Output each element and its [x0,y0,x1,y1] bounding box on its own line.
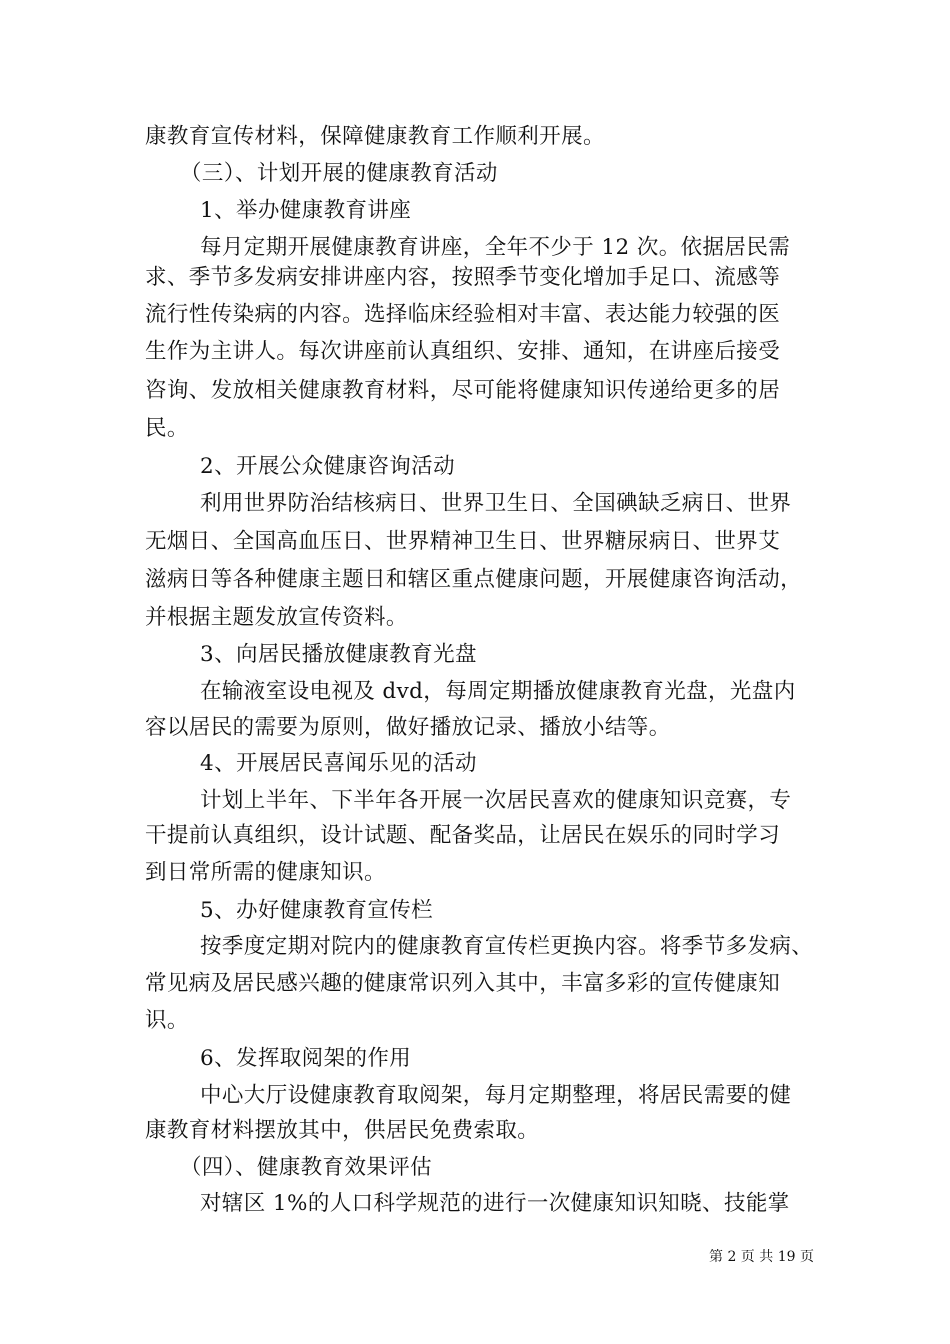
item-heading: 5、办好健康教育宣传栏 [200,898,434,923]
paragraph-line: 干提前认真组织，设计试题、配备奖品，让居民在娱乐的同时学习 [145,823,781,848]
paragraph-line: 中心大厅设健康教育取阅架，每月定期整理，将居民需要的健 [200,1083,792,1108]
paragraph-line: 滋病日等各种健康主题日和辖区重点健康问题，开展健康咨询活动， [145,567,803,592]
section-heading: （四）、健康教育效果评估 [180,1155,433,1180]
paragraph-line: 对辖区 1%的人口科学规范的进行一次健康知识知晓、技能掌 [200,1191,790,1216]
paragraph-line: 容以居民的需要为原则，做好播放记录、播放小结等。 [145,715,671,740]
item-heading: 1、举办健康教育讲座 [200,198,412,223]
paragraph-line: 流行性传染病的内容。选择临床经验相对丰富、表达能力较强的医 [145,302,781,327]
paragraph-line: 求、季节多发病安排讲座内容，按照季节变化增加手足口、流感等 [145,265,781,290]
paragraph-line: 在输液室设电视及 dvd，每周定期播放健康教育光盘，光盘内 [200,679,796,704]
item-heading: 4、开展居民喜闻乐见的活动 [200,751,477,776]
paragraph-line: 无烟日、全国高血压日、世界精神卫生日、世界糖尿病日、世界艾 [145,529,781,554]
item-heading: 3、向居民播放健康教育光盘 [200,642,477,667]
paragraph-line: 每月定期开展健康教育讲座，全年不少于 12 次。依据居民需 [200,235,791,260]
paragraph-line: 并根据主题发放宣传资料。 [145,605,408,630]
item-heading: 2、开展公众健康咨询活动 [200,454,455,479]
paragraph-line: 到日常所需的健康知识。 [145,860,386,885]
paragraph-line: 康教育宣传材料，保障健康教育工作顺利开展。 [145,124,605,149]
paragraph-line: 生作为主讲人。每次讲座前认真组织、安排、通知，在讲座后接受 [145,339,781,364]
page-number: 第 2 页 共 19 页 [709,1249,814,1265]
paragraph-line: 利用世界防治结核病日、世界卫生日、全国碘缺乏病日、世界 [200,491,792,516]
paragraph-line: 康教育材料摆放其中，供居民免费索取。 [145,1118,540,1143]
paragraph-line: 按季度定期对院内的健康教育宣传栏更换内容。将季节多发病、 [200,934,814,959]
paragraph-line: 民。 [145,416,189,441]
paragraph-line: 常见病及居民感兴趣的健康常识列入其中，丰富多彩的宣传健康知 [145,971,781,996]
item-heading: 6、发挥取阅架的作用 [200,1046,412,1071]
paragraph-line: 识。 [145,1008,189,1033]
paragraph-line: 计划上半年、下半年各开展一次居民喜欢的健康知识竞赛，专 [200,788,792,813]
section-heading: （三）、计划开展的健康教育活动 [180,161,498,186]
paragraph-line: 咨询、发放相关健康教育材料，尽可能将健康知识传递给更多的居 [145,378,781,403]
